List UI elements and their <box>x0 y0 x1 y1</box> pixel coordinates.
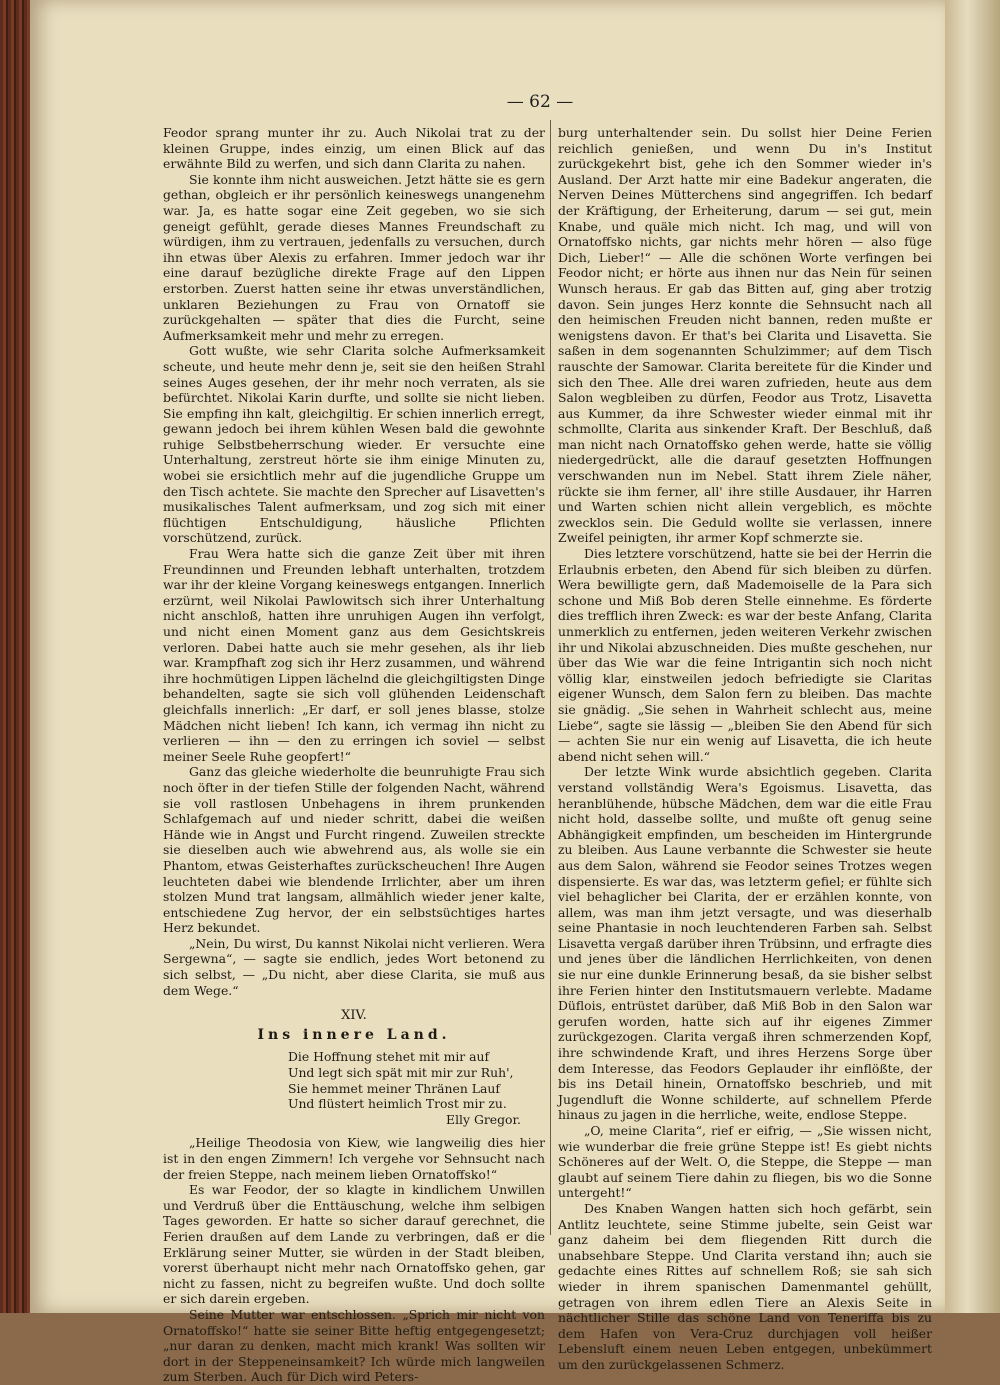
poem-line: Und flüstert heimlich Trost mir zu. <box>288 1096 507 1112</box>
poem-line: Sie hemmet meiner Thränen Lauf <box>288 1080 500 1096</box>
paragraph: Ganz das gleiche wiederholte die beunruhigte Frau sich noch öfter in der tiefen Stille der folgenden Nacht, während sie voll rastlosen Unbehagens in ihrem prunkenden Schlafgemach auf und nieder schritt, dabei die weißen Hände wie in Angst und Furcht ringend. Zuweilen streckte sie dieselben auch wie abwehrend aus, als wolle sie ein Phantom, etwas Geisterhaftes zurückscheuchen! Ihre Augen leuchteten dabei wie blendende Irrlichter, aber um ihren stolzen Mund trat langsam, allmählich wieder jener kalte, entschiedene Zug hervor, der ein selbstsüchtiges hartes Herz bekundet. <box>163 764 545 936</box>
chapter-title: Ins innere Land. <box>257 1026 451 1043</box>
book-binding <box>0 0 30 1313</box>
paragraph: „O, meine Clarita“, rief er eifrig, — „Sie wissen nicht, wie wunderbar die freie grüne Steppe ist! Es giebt nichts Schöneres auf der Welt. O, die Steppe, die Steppe — man glaubt auf seinem Tiere dahin zu fliegen, bis wo die Sonne untergeht!“ <box>558 1123 932 1201</box>
paragraph: Frau Wera hatte sich die ganze Zeit über mit ihren Freundinnen und Freunden lebhaft unterhalten, trotzdem war ihr der kleine Vorgang keineswegs entgangen. Innerlich erzürnt, weil Nikolai Pawlowitsch sich ihrer Unterhaltung nicht anschloß, hatten ihre unruhigen Augen ihn verfolgt, und nicht einen Moment ganz aus dem Gesichtskreis verloren. Dabei hatte auch sie mehr gesehen, als ihr lieb war. Krampfhaft zog sich ihr Herz zusammen, und während ihre hochmütigen Lippen lächelnd die gleichgiltigsten Dinge behandelten, sagte sie sich voll glühenden Leidenschaft gleichfalls innerlich: „Er darf, er soll jenes blasse, stolze Mädchen nicht lieben! Ich kann, ich vermag ihn nicht zu verlieren — ihn — den zu erringen ich soviel — selbst meiner Seele Ruhe geopfert!“ <box>163 546 545 764</box>
paragraph: Feodor sprang munter ihr zu. Auch Nikolai trat zu der kleinen Gruppe, indes einzig, um einen Blick auf das erwähnte Bild zu werfen, und sich dann Clarita zu nahen. <box>163 125 545 172</box>
paragraph: Seine Mutter war entschlossen. „Sprich mir nicht von Ornatoffsko!“ hatte sie seiner Bitte heftig entgegengesetzt; „nur daran zu denken, macht mich krank! Was sollten wir dort in der Steppeneinsamkeit? Ich würde mich langweilen zum Sterben. Auch für Dich wird Peters- <box>163 1306 545 1385</box>
paragraph: Sie konnte ihm nicht ausweichen. Jetzt hätte sie es gern gethan, obgleich er ihr persönlich keineswegs unangenehm war. Ja, es hatte sogar eine Zeit gegeben, wo sie sich geneigt gefühlt, gerade dieses Mannes Freundschaft zu würdigen, ihm zu vertrauen, jedenfalls zu versuchen, durch ihn etwas über Alexis zu erfahren. Immer jedoch war ihr eine darauf bezügliche direkte Frage auf den Lippen erstorben. Zuerst hatten seine ihr etwas unverständlichen, unklaren Beziehungen zu Frau von Ornatoff sie zurückgehalten — später that dies die Furcht, seine Aufmerksamkeit mehr und mehr zu erregen. <box>163 171 545 343</box>
paragraph: „Heilige Theodosia von Kiew, wie langweilig dies hier ist in den engen Zimmern! Ich vergehe vor Sehnsucht nach der freien Steppe, nach meinem lieben Ornatoffsko!“ <box>163 1135 545 1182</box>
epigraph-poem <box>288 1049 545 1127</box>
left-column <box>163 125 545 1385</box>
paragraph: Des Knaben Wangen hatten sich hoch gefärbt, sein Antlitz leuchtete, seine Stimme jubelte, sein Geist war ganz daheim bei dem fliegenden Ritt durch die unabsehbare Steppe. Und Clarita verstand ihn; auch sie gedachte eines Rittes auf schnellem Roß; sie sah sich wieder in ihrem spanischen Damenmantel gehüllt, getragen von ihrem edlen Tiere an Alexis Seite in nächtlicher Stille das schöne Land von Teneriffa bis zu dem Hafen von Vera-Cruz durchjagen voll heißer Lebensluft einem neuen Leben entgegen, unbekümmert um den zurückgelassenen Schmerz. <box>558 1200 932 1372</box>
page-edge <box>945 0 1000 1313</box>
paragraph: Es war Feodor, der so klagte in kindlichem Unwillen und Verdruß über die Enttäuschung, welche ihm selbigen Tages geworden. Er hatte so sicher darauf gerechnet, die Ferien draußen auf dem Lande zu verbringen, daß er die Erklärung seiner Mutter, sie würden in der Stadt bleiben, vorerst überhaupt nicht mehr nach Ornatoffsko gehen, gar nicht zu fassen, nicht zu begreifen wußte. Und doch sollte er sich darein ergeben. <box>163 1182 545 1307</box>
paragraph: burg unterhaltender sein. Du sollst hier Deine Ferien reichlich genießen, und wenn Du in's Institut zurückgekehrt bist, gehe ich den Sommer wieder in's Ausland. Der Arzt hatte mir eine Badekur angeraten, die Nerven Deines Mütterchens sind angegriffen. Ich bedarf der Kräftigung, der Erheiterung, darum — sei gut, mein Knabe, und quäle mich nicht. Ich mag, und will von Ornatoffsko nichts, gar nichts mehr hören — also füge Dich, Lieber!“ — Alle die schönen Worte verfingen bei Feodor nicht; er hörte aus ihnen nur das Nein für seinen Wunsch heraus. Er gab das Bitten auf, ging aber trotzig davon. Sein junges Herz konnte die Sehnsucht nach all den heimischen Freuden nicht bannen, reden mußte er wenigstens davon. Er that's bei Clarita und Lisavetta. Sie saßen in dem sogenannten Schulzimmer; auf dem Tisch rauschte der Samowar. Clarita bereitete für die Kinder und sich den Thee. Alle drei waren zufrieden, heute aus dem Salon wegbleiben zu dürfen, Feodor aus Trotz, Lisavetta aus Kummer, da ihre Schwester wieder einmal mit ihr schmollte, Clarita aus sinkender Kraft. Der Beschluß, daß man nicht nach Ornatoffsko gehen werde, hatte sie völlig niedergedrückt, alle die darauf gesetzten Hoffnungen verschwanden nun im Nebel. Statt ihrem Ziele näher, rückte sie ihm ferner, all' ihre stille Ausdauer, ihr Harren und Warten schien nicht allein vergeblich, es möchte zwecklos sein. Die Geduld wollte sie verlassen, innere Zweifel peinigten, ihr armer Kopf schmerzte sie. <box>558 125 932 546</box>
poem-line: Die Hoffnung stehet mit mir auf <box>288 1049 490 1065</box>
paragraph: „Nein, Du wirst, Du kannst Nikolai nicht verlieren. Wera Sergewna“, — sagte sie endlich, jedes Wort betonend zu sich selbst, — „Du nicht, aber diese Clarita, sie muß aus dem Wege.“ <box>163 935 545 998</box>
poem-author: Elly Gregor. <box>446 1111 521 1127</box>
poem-line: Und legt sich spät mit mir zur Ruh', <box>288 1065 514 1081</box>
page-number: — 62 — <box>506 92 574 112</box>
right-column <box>558 125 932 1373</box>
paragraph: Dies letztere vorschützend, hatte sie bei der Herrin die Erlaubnis erbeten, den Abend für sich bleiben zu dürfen. Wera bewilligte gern, daß Mademoiselle de la Para sich schone und Miß Bob deren Stelle einnehme. Es förderte dies trefflich ihren Zweck: es war der beste Anfang, Clarita unmerklich zu entfernen, jeden weiteren Verkehr zwischen ihr und Nikolai abzuschneiden. Dies mußte geschehen, nur über das Wie war die feine Intrigantin sich noch nicht völlig klar, einstweilen jedoch befriedigte sie Claritas eigener Wunsch, dem Salon fern zu bleiben. Das machte sie gnädig. „Sie sehen in Wahrheit schlecht aus, meine Liebe“, sagte sie lässig — „bleiben Sie den Abend für sich — achten Sie nur ein wenig auf Lisavetta, die ich heute abend nicht sehen will.“ <box>558 546 932 764</box>
paragraph: Gott wußte, wie sehr Clarita solche Aufmerksamkeit scheute, und heute mehr denn je, seit sie den heißen Strahl seines Auges gesehen, der ihr mehr noch verraten, als sie befürchtet. Nikolai Karin durfte, und sollte sie nicht lieben. Sie empfing ihn kalt, gleichgiltig. Er schien innerlich erregt, gewann jedoch bei ihrem kühlen Wesen bald die gewohnte ruhige Selbstbeherrschung wieder. Er versuchte eine Unterhaltung, zerstreut hörte sie ihm einige Minuten zu, wobei sie ersichtlich mehr auf die jugendliche Gruppe um den Tisch achtete. Sie machte den Sprecher auf Lisavetten's musikalisches Talent aufmerksam, und zog sich mit einer flüchtigen Entschuldigung, häusliche Pflichten vorschützend, zurück. <box>163 343 545 546</box>
column-divider <box>550 120 551 1235</box>
paragraph: Der letzte Wink wurde absichtlich gegeben. Clarita verstand vollständig Wera's Egoismus. Lisavetta, das heranblühende, hübsche Mädchen, dem war die eitle Frau nicht hold, dasselbe sollte, und mußte oft genug seine Abhängigkeit empfinden, um bescheiden im Hintergrunde zu bleiben. Aus Laune verbannte die Schwester sie heute aus dem Salon, während sie Feodor seines Trotzes wegen dispensierte. Es war das, was letzterm gefiel; er fühlte sich viel behaglicher bei Clarita, der er erzählen konnte, von allem, was man ihm jetzt versagte, und was dieserhalb seine Phantasie in noch leuchtenderen Farben sah. Selbst Lisavetta vergaß darüber ihren Trübsinn, und erfragte dies und jenes über die ländlichen Herrlichkeiten, von denen sie nur eine dunkle Erinnerung besaß, da sie bisher selbst ihre Ferien hinter den Institutsmauern verlebte. Madame Düflois, entrüstet darüber, daß Miß Bob in den Salon war gerufen worden, hatte sich auf ihr eigenes Zimmer zurückgezogen. Clarita vergaß ihren schmerzenden Kopf, ihre schwindende Kraft, und ihres Herzens Sorge über dem Interesse, das Feodors Geplauder ihr einflößte, der bis ins Detail hinein, Ornatoffsko beschrieb, und mit Jugendluft die Wonne schilderte, auf schnellem Pferde hinaus zu jagen in die herrliche, weite, endlose Steppe. <box>558 764 932 1123</box>
chapter-number: XIV. <box>341 1008 367 1024</box>
